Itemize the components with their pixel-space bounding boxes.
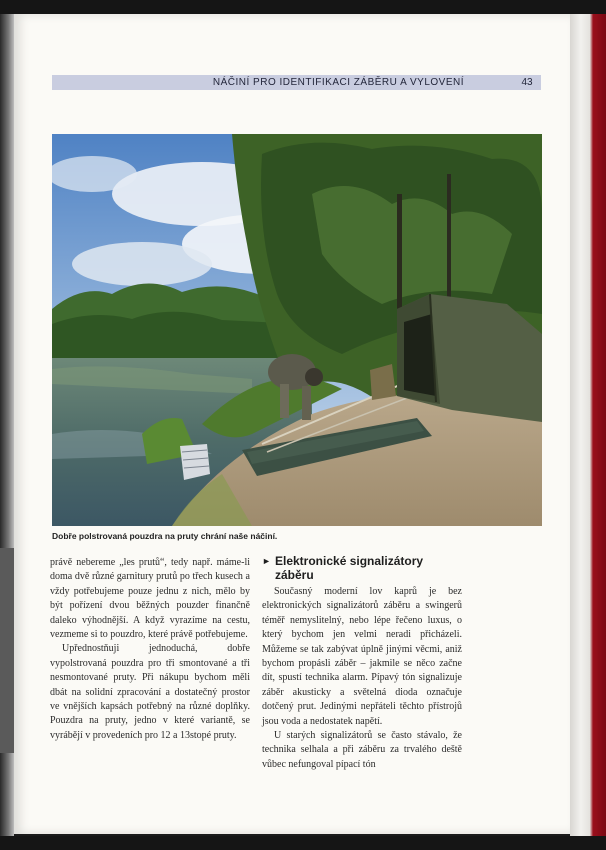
running-header-title: NÁČINÍ PRO IDENTIFIKACI ZÁBĚRU A VYLOVENÍ [212, 77, 464, 88]
text-column-left [50, 556, 250, 743]
paragraph: Upřednostňuji jednoduchá, dobře vypolstrovaná pouzdra pro tři smontované a tři nesmontované pruty. Při nákupu bychom měli dbát na solidní zpracování a dostatečný prostor ve vnějších kapsách potřebný na různé doplňky. Pouzdra na pruty, jedno v které variantě, se vyrábějí v provedeních pro 12 a 13stopé pruty. [50, 643, 250, 741]
lake-camp-photo [52, 134, 542, 526]
paragraph: právě nebereme „les prutů“, tedy např. máme-li doma dvě různé garnitury prutů po třech kusech a vždy potřebujeme pouze jednu z nich, mělo by být pořízení dvou běžných pouzder finančně daleko výhodnější. A když vyrazíme na cestu, vezmeme si to pouzdro, které právě potřebujeme. [50, 557, 250, 641]
text-column-right [262, 554, 462, 772]
section-heading-text: Elektronické signalizátory záběru [275, 554, 424, 582]
spine-shadow [0, 548, 14, 753]
paragraph: Současný moderní lov kaprů je bez elektronických signalizátorů záběru a swingerů téměř nemyslitelný, nebo lépe řečeno luxus, o který bychom jen velmi neradi přicházeli. Můžeme se tak zabývat úplně jinými věcmi, aniž bychom propásli záběr – jakmile se něco začne dít, spustí technika alarm. Pípavý tón signalizuje záběr akusticky a světelná dioda označuje dotčený prut. Jedinými nepřáteli těchto přístrojů jsou voda a nedostatek napětí. [262, 586, 462, 727]
scan-border-bottom [0, 836, 606, 850]
section-heading [262, 554, 462, 582]
paragraph: U starých signalizátorů se často stávalo, že technika selhala a při záběru za trvalého deště vůbec nefungoval pípací tón [262, 730, 462, 770]
page-number: 43 [521, 77, 533, 88]
triangle-bullet-icon: ► [262, 556, 271, 566]
photo-caption: Dobře polstrovaná pouzdra na pruty chrání naše náčiní. [52, 531, 278, 541]
page-edges [570, 14, 606, 836]
